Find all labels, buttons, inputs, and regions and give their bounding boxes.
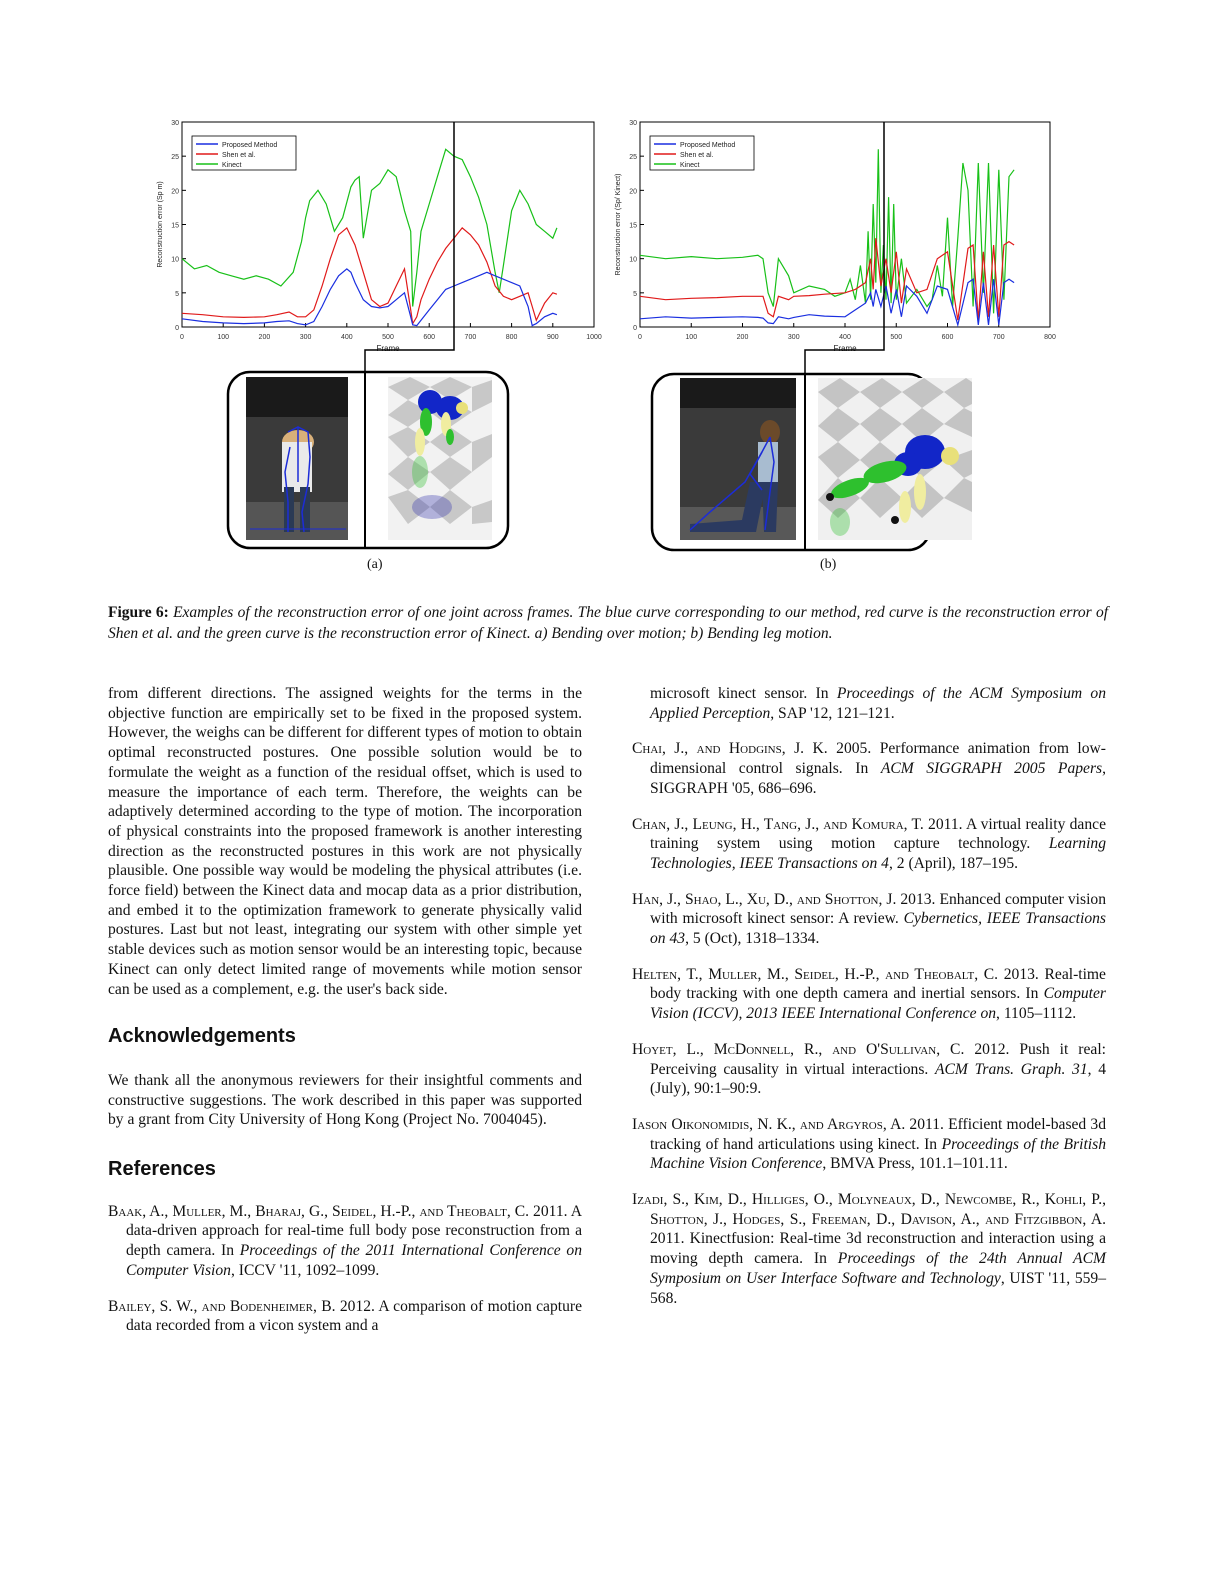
- render-3d-a: [388, 377, 492, 540]
- chart-a: [150, 112, 610, 362]
- legend-label: Shen et al.: [680, 152, 714, 159]
- chart-b: [610, 112, 1070, 362]
- reference-title: Kinectfusion: Real-time 3d reconstruction and interaction using a moving depth camera. In: [650, 1230, 1106, 1268]
- x-tick-label: 100: [217, 334, 230, 341]
- legend: [192, 136, 296, 170]
- x-tick-label: 1000: [586, 334, 602, 341]
- reference-authors: Hoyet, L., McDonnell, R., and O'Sullivan, C. 2012.: [632, 1040, 1010, 1058]
- reference-authors: Baak, A., Muller, M., Bharaj, G., Seidel, H.-P., and Theobalt, C. 2011.: [108, 1202, 568, 1220]
- reference-item: [632, 684, 1106, 723]
- y-tick-label: 0: [633, 325, 637, 332]
- reference-authors: Chai, J., and Hodgins, J. K. 2005.: [632, 740, 872, 758]
- reference-item: [632, 1190, 1106, 1308]
- reference-title: Real-time body tracking with one depth camera and inertial sensors. In: [650, 965, 1106, 1003]
- reference-authors: Helten, T., Muller, M., Seidel, H.-P., and Theobalt, C. 2013.: [632, 965, 1039, 983]
- reference-venue: ACM SIGGRAPH 2005 Papers: [880, 760, 1103, 778]
- reference-authors: Bailey, S. W., and Bodenheimer, B. 2012.: [108, 1297, 375, 1315]
- x-tick-label: 800: [505, 334, 518, 341]
- caption-number: Figure 6:: [108, 604, 169, 621]
- reference-venue: Proceedings of the 2011 International Conference on Computer Vision: [126, 1242, 582, 1279]
- legend-label: Kinect: [680, 162, 700, 169]
- reference-venue: ACM Trans. Graph. 31: [935, 1060, 1088, 1078]
- y-tick-label: 10: [171, 256, 179, 264]
- x-tick-label: 100: [685, 334, 698, 341]
- reference-authors: Han, J., Shao, L., Xu, D., and Shotton, J. 2013.: [632, 890, 936, 908]
- reference-item: [632, 1115, 1106, 1174]
- reference-details: , 4 (July), 90:1–90:9.: [650, 1060, 1107, 1098]
- reference-venue: Cybernetics, IEEE Transactions on 43: [650, 910, 1106, 948]
- x-tick-label: 700: [464, 334, 477, 341]
- y-axis-label: Reconstruction error (Sp m): [157, 181, 164, 268]
- x-tick-label: 800: [1044, 334, 1056, 341]
- reference-venue: Proceedings of the ACM Symposium on Applied Perception: [650, 685, 1106, 722]
- reference-title: Efficient model-based 3d tracking of hand articulations using kinect. In: [650, 1115, 1107, 1153]
- reference-title: Performance animation from low-dimensional control signals. In: [650, 740, 1106, 778]
- reference-list-right: [632, 684, 1106, 1308]
- reference-authors: Chan, J., Leung, H., Tang, J., and Komura, T. 2011.: [632, 815, 963, 833]
- reference-title: A comparison of motion capture data recorded from a vicon system and a: [126, 1297, 582, 1335]
- legend-label: Proposed Method: [222, 142, 278, 149]
- x-tick-label: 200: [736, 334, 749, 341]
- reference-title: A virtual reality dance training system using motion capture technology.: [650, 815, 1106, 853]
- reference-details: , SAP '12, 121–121.: [770, 704, 895, 722]
- reference-venue: Computer Vision (ICCV), 2013 IEEE International Conference on: [650, 985, 1106, 1023]
- x-tick-label: 700: [992, 334, 1005, 341]
- legend-label: Shen et al.: [222, 152, 256, 159]
- reference-details: , SIGGRAPH '05, 686–696.: [650, 760, 1106, 797]
- reference-venue: Learning Technologies, IEEE Transactions on 4: [650, 835, 1106, 872]
- reference-item: [632, 739, 1106, 798]
- reference-title: Push it real: Perceiving causality in virtual interactions.: [650, 1040, 1106, 1078]
- figure-caption: [108, 602, 1108, 644]
- reference-item: [108, 1202, 582, 1281]
- reference-details: , BMVA Press, 101.1–101.11.: [822, 1155, 1008, 1173]
- left-column: [108, 684, 582, 1336]
- reference-item: [632, 965, 1106, 1024]
- x-tick-label: 400: [839, 334, 851, 341]
- x-tick-label: 900: [546, 334, 559, 341]
- y-tick-label: 25: [171, 154, 179, 162]
- reference-item: [632, 890, 1106, 949]
- reference-title: A data-driven approach for real-time full body pose reconstruction from a depth camera. In: [126, 1202, 582, 1260]
- reference-title: Enhanced computer vision with microsoft kinect sensor: A review.: [650, 890, 1106, 928]
- x-tick-label: 0: [638, 334, 642, 341]
- render-3d-b: [818, 378, 972, 540]
- panel-b: [652, 374, 972, 550]
- subfigure-label-b: (b): [820, 557, 837, 572]
- x-tick-label: 0: [180, 334, 184, 341]
- reference-item: [632, 815, 1106, 874]
- x-tick-label: 500: [890, 334, 903, 341]
- y-axis-label: Reconstruction error (Sp/ Kinect): [615, 173, 622, 276]
- y-tick-label: 20: [629, 188, 637, 196]
- reference-item: [108, 1297, 582, 1336]
- video-frame-a: [246, 377, 348, 540]
- y-tick-label: 0: [175, 325, 179, 332]
- x-tick-label: 300: [787, 334, 800, 341]
- reference-details: , ICCV '11, 1092–1099.: [230, 1261, 380, 1279]
- y-tick-label: 5: [633, 290, 637, 298]
- y-tick-label: 10: [629, 256, 637, 264]
- reference-title: microsoft kinect sensor. In: [650, 685, 837, 702]
- reference-details: , 5 (Oct), 1318–1334.: [685, 930, 820, 948]
- subfigure-label-a: (a): [367, 557, 383, 572]
- reference-authors: Izadi, S., Kim, D., Hilliges, O., Molyneaux, D., Newcombe, R., Kohli, P., Shotton, J., Hodges, S., Freeman, D., Davison, A., and Fitzgibbon, A. 2011.: [632, 1191, 1106, 1248]
- y-tick-label: 25: [629, 154, 637, 162]
- legend-label: Kinect: [222, 162, 242, 169]
- x-axis-label: Frame: [376, 344, 400, 353]
- y-tick-label: 20: [171, 188, 179, 196]
- x-axis-label: Frame: [833, 344, 857, 353]
- figure-6: [150, 112, 1070, 582]
- reference-details: , UIST '11, 559–568.: [650, 1269, 1107, 1307]
- x-tick-label: 400: [340, 334, 353, 341]
- x-tick-label: 200: [258, 334, 271, 341]
- reference-venue: Proceedings of the 24th Annual ACM Symposium on User Interface Software and Technology: [650, 1250, 1106, 1287]
- reference-details: , 1105–1112.: [996, 1005, 1077, 1023]
- video-frame-b: [680, 378, 796, 540]
- panel-a: [228, 372, 508, 548]
- acknowledgements-heading: Acknowledgements: [108, 1025, 296, 1048]
- reference-details: , 2 (April), 187–195.: [888, 854, 1019, 872]
- discussion-paragraph: from different directions. The assigned weights for the terms in the objective function are empirically set to be fixed in the proposed system. However, the weighs can be different for different types of motion to obtain optimal reconstructed postures. One possible solution would be to formulate the weight as a function of the residual offset, which is used to measure the importance of each term. Therefore, the weights can be adaptively determined according to the type of motion. The incorporation of physical constraints into the proposed framework is another interesting direction as the reconstructed postures in this work are not physically plausible. One possible way would be modeling the physical attributes (i.e. force field) between the Kinect data and mocap data as a prior distribution, and embed it to the optimization framework to generate physically valid postures. Last but not least, integrating our system with other simple yet stable devices such as motion sensor would be an interesting topic, because Kinect can only detect limited range of movements while motion sensor can be used as a complement, e.g. the user's back side.: [108, 685, 582, 998]
- caption-text: Examples of the reconstruction error of one joint across frames. The blue curve corresponding to our method, red curve is the reconstruction error of Shen et al. and the green curve is the reconstruction error of Kinect. a) Bending over motion; b) Bending leg motion.: [108, 604, 1109, 642]
- y-tick-label: 15: [171, 222, 179, 230]
- acknowledgements-text: We thank all the anonymous reviewers for their insightful comments and constructive suggestions. The work described in this paper was supported by a grant from City University of Hong Kong (Project No. 7004045).: [108, 1071, 582, 1129]
- x-tick-label: 600: [941, 334, 954, 341]
- references-heading: References: [108, 1158, 216, 1181]
- y-tick-label: 30: [171, 120, 179, 127]
- legend: [650, 136, 754, 170]
- y-tick-label: 5: [175, 290, 179, 298]
- reference-item: [632, 1040, 1106, 1099]
- x-tick-label: 500: [382, 334, 394, 341]
- x-tick-label: 600: [423, 334, 436, 341]
- reference-authors: Iason Oikonomidis, N. K., and Argyros, A. 2011.: [632, 1115, 944, 1133]
- right-column: [632, 684, 1106, 1308]
- legend-label: Proposed Method: [680, 142, 736, 149]
- reference-venue: Proceedings of the British Machine Vision Conference: [650, 1135, 1107, 1173]
- y-tick-label: 15: [629, 222, 637, 230]
- x-tick-label: 300: [299, 334, 312, 341]
- reference-list-left: [108, 1202, 582, 1336]
- y-tick-label: 30: [629, 120, 637, 127]
